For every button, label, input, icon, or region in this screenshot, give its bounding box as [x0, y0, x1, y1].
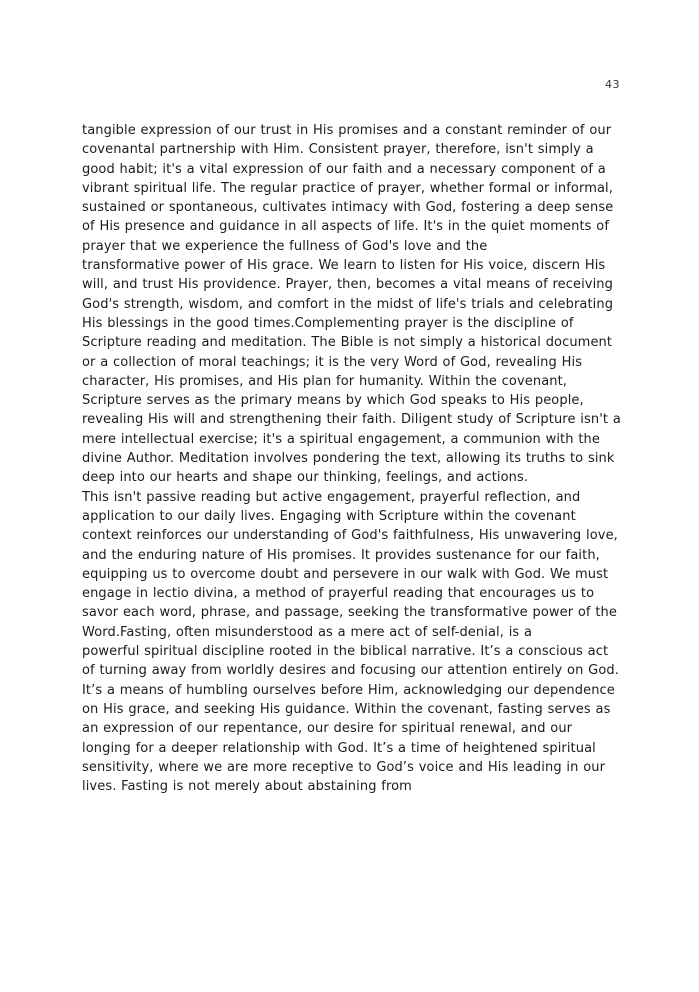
document-page	[82, 78, 622, 796]
paragraph: transformative power of His grace. We learn to listen for His voice, discern His will, and trust His providence. Prayer, then, becomes a vital means of receiving God's strength, wisdom, and comfort in the midst of life's trials and celebrating His blessings in the good times.Complementing prayer is the discipline of Scripture reading and meditation. The Bible is not simply a historical document or a collection of moral teachings; it is the very Word of God, revealing His character, His promises, and His plan for humanity. Within the covenant, Scripture serves as the primary means by which God speaks to His people, revealing His will and strengthening their faith. Diligent study of Scripture isn't a mere intellectual exercise; it's a spiritual engagement, a communion with the divine Author. Meditation involves pondering the text, allowing its truths to sink deep into our hearts and shape our thinking, feelings, and actions.	[82, 258, 621, 486]
paragraph: This isn't passive reading but active engagement, prayerful reflection, and application to our daily lives. Engaging with Scripture within the covenant context reinforces our understanding of God's faithfulness, His unwavering love, and the enduring nature of His promises. It provides sustenance for our faith, equipping us to overcome doubt and persevere in our walk with God. We must engage in lectio divina, a method of prayerful reading that encourages us to savor each word, phrase, and passage, seeking the transformative power of the Word.Fasting, often misunderstood as a mere act of self-denial, is a	[82, 489, 618, 640]
page-body	[82, 121, 622, 796]
page-number: 43	[605, 78, 620, 91]
paragraph: powerful spiritual discipline rooted in the biblical narrative. It’s a conscious act of turning away from worldly desires and focusing our attention entirely on God. It’s a means of humbling ourselves before Him, acknowledging our dependence on His grace, and seeking His guidance. Within the covenant, fasting serves as an expression of our repentance, our desire for spiritual renewal, and our longing for a deeper relationship with God. It’s a time of heightened spiritual sensitivity, where we are more receptive to God’s voice and His leading in our lives. Fasting is not merely about abstaining from	[82, 644, 619, 795]
paragraph: tangible expression of our trust in His promises and a constant reminder of our covenantal partnership with Him. Consistent prayer, therefore, isn't simply a good habit; it's a vital expression of our faith and a necessary component of a vibrant spiritual life. The regular practice of prayer, whether formal or informal, sustained or spontaneous, cultivates intimacy with God, fostering a deep sense of His presence and guidance in all aspects of life. It's in the quiet moments of prayer that we experience the fullness of God's love and the	[82, 123, 614, 254]
